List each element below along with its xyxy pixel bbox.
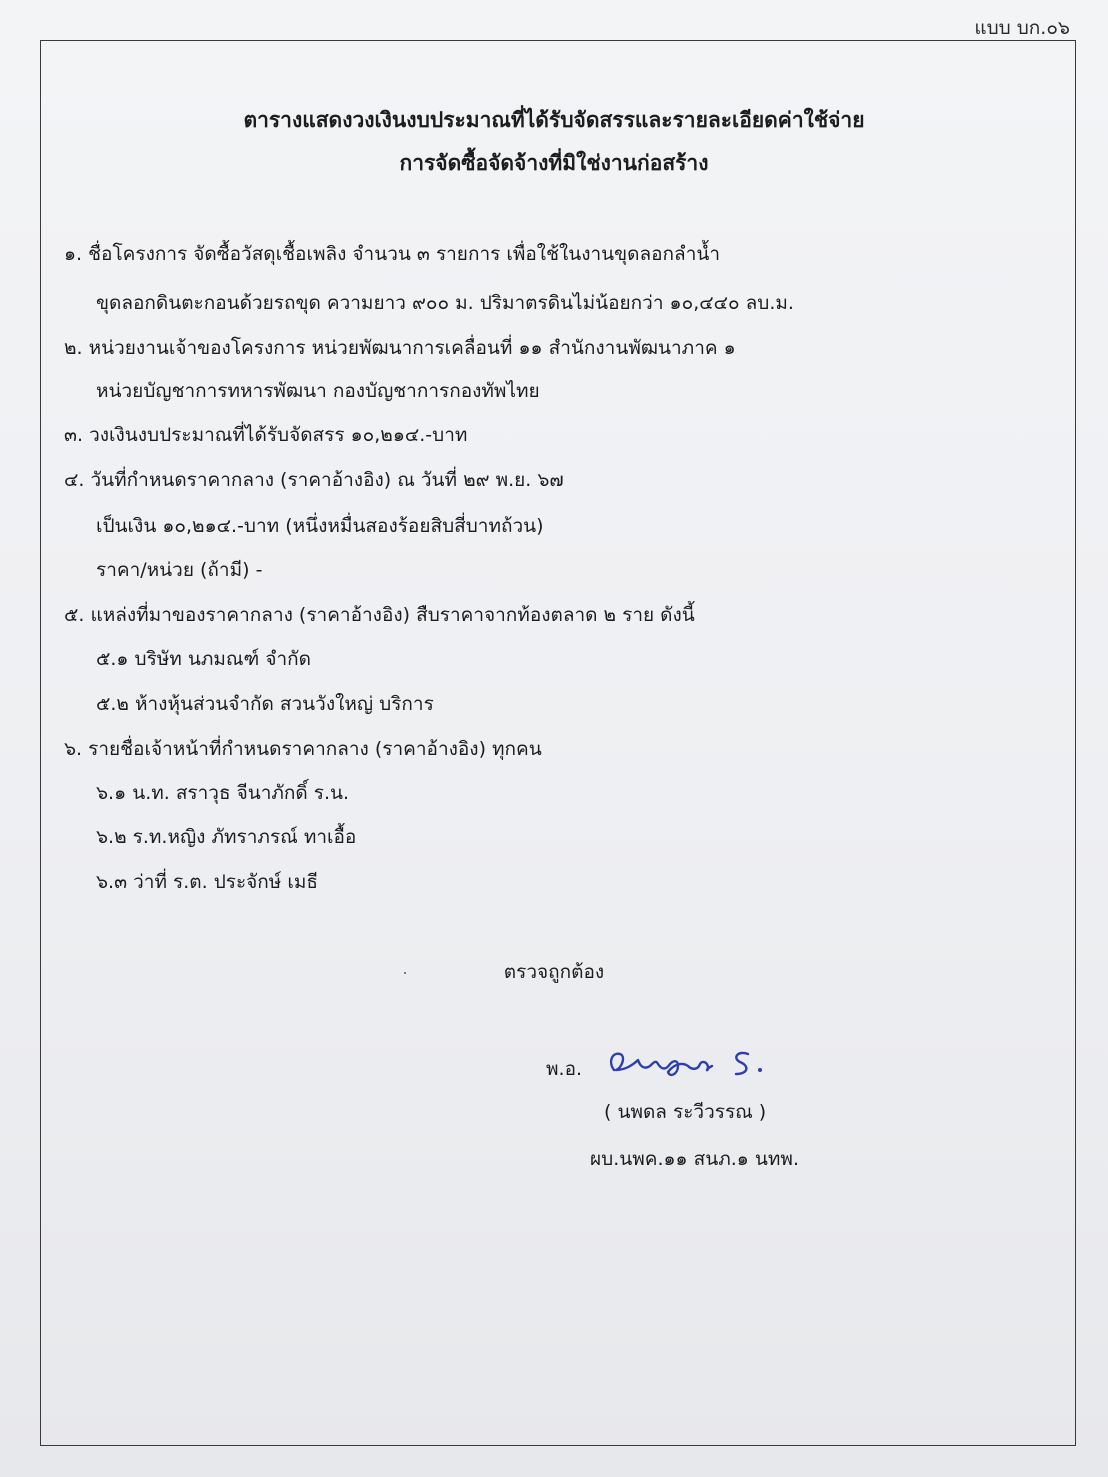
signer-name: ( นพดล ระวีวรรณ ) — [604, 1101, 767, 1123]
item-4-amount: เป็นเงิน ๑๐,๒๑๔.-บาท (หนึ่งหมื่นสองร้อยสิบสี่บาทถ้วน) — [96, 515, 544, 537]
item-2-owner-agency: ๒. หน่วยงานเจ้าของโครงการ หน่วยพัฒนาการเคลื่อนที่ ๑๑ สำนักงานพัฒนาภาค ๑ — [64, 337, 736, 359]
item-1-project-name: ๑. ชื่อโครงการ จัดซื้อวัสดุเชื้อเพลิง จำนวน ๓ รายการ เพื่อใช้ในงานขุดลอกลำน้ำ — [64, 243, 721, 265]
document-title-line-1: ตารางแสดงวงเงินงบประมาณที่ได้รับจัดสรรและรายละเอียดค่าใช้จ่าย — [243, 108, 865, 132]
item-5-source-2: ๕.๒ ห้างหุ้นส่วนจำกัด สวนวังใหญ่ บริการ — [96, 693, 434, 715]
item-5-price-source: ๕. แหล่งที่มาของราคากลาง (ราคาอ้างอิง) สืบราคาจากท้องตลาด ๒ ราย ดังนี้ — [64, 604, 695, 626]
form-code: แบบ บก.๐๖ — [974, 17, 1070, 39]
item-6-official-3: ๖.๓ ว่าที่ ร.ต. ประจักษ์ เมธี — [96, 871, 318, 893]
item-6-officials: ๖. รายชื่อเจ้าหน้าที่กำหนดราคากลาง (ราคาอ้างอิง) ทุกคน — [64, 738, 542, 760]
ink-speck — [404, 972, 406, 974]
item-5-source-1: ๕.๑ บริษัท นภมณฑ์ จำกัด — [96, 648, 311, 670]
item-1-project-detail: ขุดลอกดินตะกอนด้วยรถขุด ความยาว ๙๐๐ ม. ปริมาตรดินไม่น้อยกว่า ๑๐,๔๔๐ ลบ.ม. — [96, 292, 794, 314]
item-4-reference-date: ๔. วันที่กำหนดราคากลาง (ราคาอ้างอิง) ณ วันที่ ๒๙ พ.ย. ๖๗ — [64, 469, 564, 491]
item-4-unit-price: ราคา/หน่วย (ถ้ามี) - — [96, 559, 263, 581]
signer-rank: พ.อ. — [546, 1058, 583, 1080]
verification-label: ตรวจถูกต้อง — [503, 961, 605, 983]
handwritten-signature — [604, 1040, 784, 1084]
item-6-official-2: ๖.๒ ร.ท.หญิง ภัทราภรณ์ ทาเอื้อ — [96, 826, 357, 848]
signer-position: ผบ.นพค.๑๑ สนภ.๑ นทพ. — [590, 1148, 799, 1170]
document-title-line-2: การจัดซื้อจัดจ้างที่มิใช่งานก่อสร้าง — [399, 151, 709, 175]
item-3-budget: ๓. วงเงินงบประมาณที่ได้รับจัดสรร ๑๐,๒๑๔.-บาท — [64, 424, 468, 446]
item-6-official-1: ๖.๑ น.ท. สราวุธ จีนาภักดิ์ ร.น. — [96, 782, 350, 804]
item-2-owner-agency-detail: หน่วยบัญชาการทหารพัฒนา กองบัญชาการกองทัพไทย — [96, 380, 540, 402]
